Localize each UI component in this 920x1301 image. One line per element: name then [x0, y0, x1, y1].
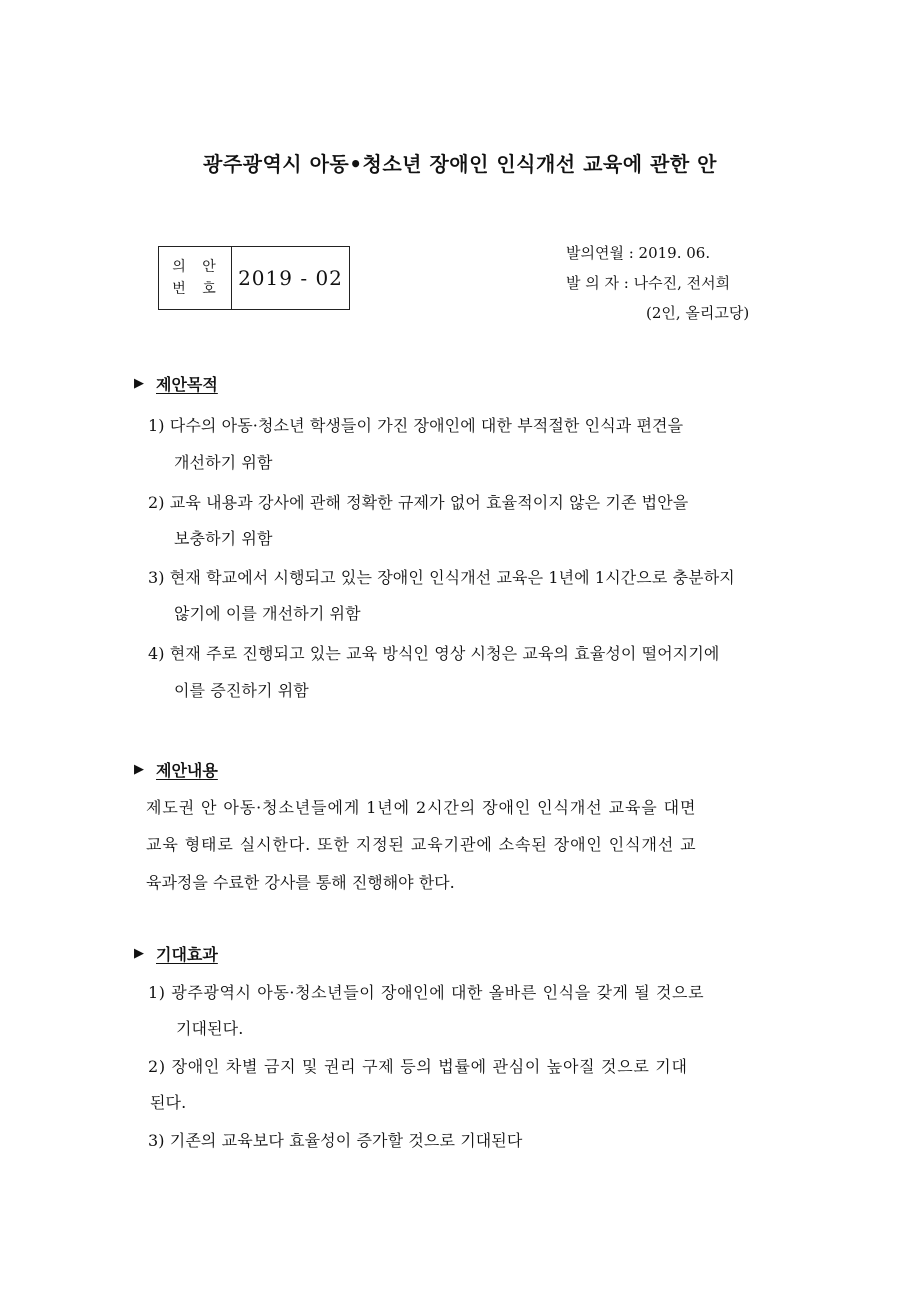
triangle-bullet-icon: ▶ [134, 376, 144, 391]
bill-number-label [159, 247, 232, 309]
section-heading-text: 제안내용 [156, 761, 218, 780]
bill-number-table [158, 246, 350, 310]
effects-item-1-line1: 1) 광주광역시 아동·청소년들이 장애인에 대한 올바른 인식을 갖게 될 것으로 [148, 983, 705, 1002]
effects-item-1-line2: 기대된다. [176, 1019, 244, 1038]
triangle-bullet-icon: ▶ [134, 946, 144, 961]
purpose-item-1-line2: 개선하기 위함 [174, 453, 273, 472]
section-heading-text: 제안목적 [156, 375, 218, 394]
purpose-item-3-line2: 않기에 이를 개선하기 위함 [174, 604, 361, 623]
effects-item-2-line2: 된다. [150, 1093, 187, 1112]
bill-label-line1: 의 안 [172, 259, 222, 275]
purpose-item-3-line1: 3) 현재 학교에서 시행되고 있는 장애인 인식개선 교육은 1년에 1시간으로 충분하지 [148, 568, 735, 587]
purpose-item-2-line2: 보충하기 위함 [174, 529, 273, 548]
bill-meta [566, 238, 749, 328]
section-heading-effects [134, 942, 218, 965]
content-line-2: 교육 형태로 실시한다. 또한 지정된 교육기관에 소속된 장애인 인식개선 교 [146, 835, 697, 854]
purpose-item-4-line1: 4) 현재 주로 진행되고 있는 교육 방식인 영상 시청은 교육의 효율성이 떨어지기에 [148, 644, 720, 663]
proposal-date: 발의연월 : 2019. 06. [566, 244, 711, 262]
bill-label-line2: 번 호 [172, 281, 222, 297]
content-line-1: 제도권 안 아동·청소년들에게 1년에 2시간의 장애인 인식개선 교육을 대면 [146, 798, 697, 817]
proposer-note: (2인, 올리고당) [646, 304, 750, 322]
effects-item-2-line1: 2) 장애인 차별 금지 및 권리 구제 등의 법률에 관심이 높아질 것으로 기대 [148, 1057, 688, 1076]
purpose-item-2-line1: 2) 교육 내용과 강사에 관해 정확한 규제가 없어 효율적이지 않은 기존 법안을 [148, 493, 689, 512]
document-title: 광주광역시 아동•청소년 장애인 인식개선 교육에 관한 안 [203, 152, 717, 176]
section-heading-content [134, 758, 218, 781]
section-heading-text: 기대효과 [156, 945, 218, 964]
bill-number-value: 2019 - 02 [238, 266, 343, 290]
purpose-item-4-line2: 이를 증진하기 위함 [174, 681, 309, 700]
content-line-3: 육과정을 수료한 강사를 통해 진행해야 한다. [146, 873, 455, 892]
purpose-item-1-line1: 1) 다수의 아동·청소년 학생들이 가진 장애인에 대한 부적절한 인식과 편견을 [148, 416, 684, 435]
section-heading-purpose [134, 372, 218, 395]
proposers: 발 의 자 : 나수진, 전서희 [566, 274, 731, 292]
effects-item-3-line1: 3) 기존의 교육보다 효율성이 증가할 것으로 기대된다 [148, 1131, 523, 1150]
triangle-bullet-icon: ▶ [134, 762, 144, 777]
